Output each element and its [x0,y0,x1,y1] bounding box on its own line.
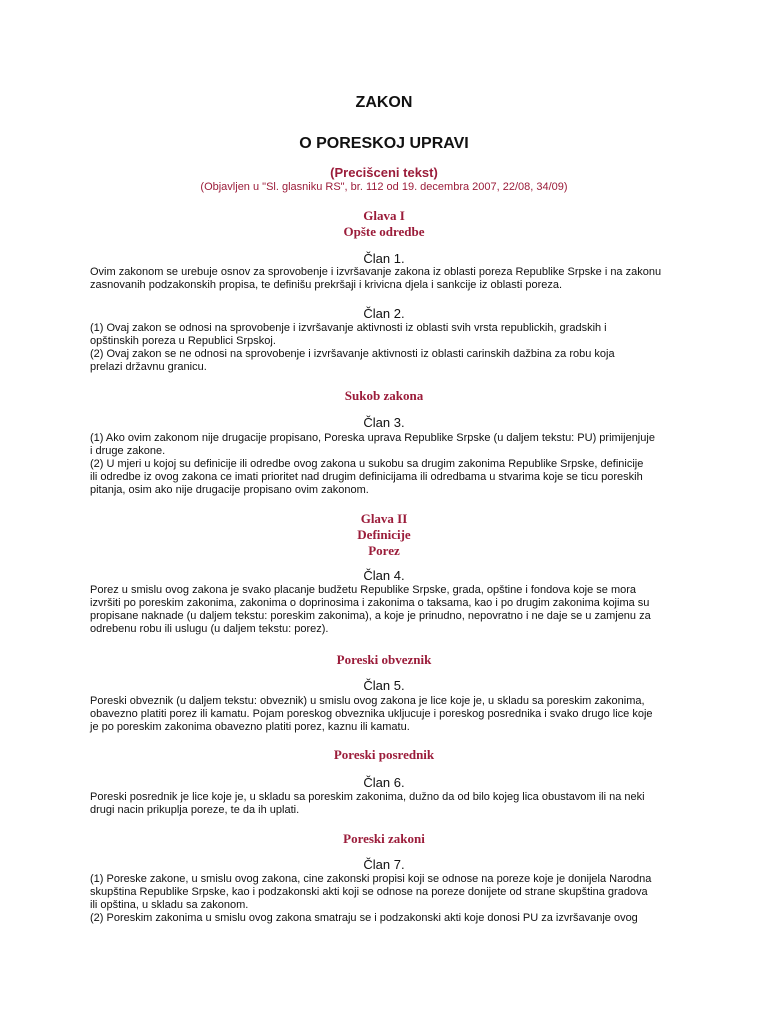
article-text [90,873,674,925]
chapter-number: Glava II [360,511,408,526]
article-heading: Član 1. [363,251,405,266]
text-line: Poreski obveznik (u daljem tekstu: obveznik) u smislu ovog zakona je lice koje je, u skladu sa poreskim zakonima, [90,695,645,707]
text-line: skupština Republike Srpske, kao i podzakonski akti koji se odnose na poreze donijete od strane skupština gradova [90,886,648,898]
edition-note: (Precišceni tekst) [330,165,438,180]
chapter-title: Definicije [357,527,411,542]
text-line: izvršiti po poreskim zakonima, zakonima o doprinosima i zakonima o taksama, kao i po drugim zakonima kojima su [90,597,650,609]
article-text [90,266,674,292]
text-line: obavezno platiti porez ili kamatu. Pojam poreskog obveznika ukljucuje i poreskog posrednika i svako drugo lice koje [90,708,653,720]
text-line: drugi nacin prikuplja poreze, te da ih uplati. [90,804,300,816]
text-line: (2) Poreskim zakonima u smislu ovog zakona smatraju se i podzakonski akti koje donosi PU za izvršavanje ovog [90,912,638,924]
text-line: (1) Ako ovim zakonom nije drugacije propisano, Poreska uprava Republike Srpske (u daljem tekstu: PU) primijenjuje [90,432,655,444]
article-text [90,791,674,817]
article-text [90,432,674,497]
article-heading: Član 6. [363,775,405,790]
text-line: Poreski posrednik je lice koje je, u skladu sa poreskim zakonima, dužno da od bilo kojeg lica obustavom ili na neki [90,791,645,803]
text-line: ili opština, u skladu sa zakonom. [90,899,249,911]
text-line: odrebenu robu ili uslugu (u daljem tekstu: porez). [90,623,329,635]
text-line: Porez u smislu ovog zakona je svako placanje budžetu Republike Srpske, grada, opštine i fondova koje se mora [90,584,637,596]
article-heading: Član 5. [363,678,405,693]
text-line: ili odredbe iz ovog zakona ce imati prioritet nad drugim definicijama ili odredbama u stvarima koje se ticu poreskih [90,471,643,483]
article-heading: Član 2. [363,306,405,321]
text-line: (1) Poreske zakone, u smislu ovog zakona, cine zakonski propisi koji se odnose na poreze koje je donijela Narodna [90,873,652,885]
text-line: pitanja, osim ako nije drugacije propisano ovim zakonom. [90,484,369,496]
text-line: Ovim zakonom se urebuje osnov za sprovobenje i izvršavanje zakona iz oblasti poreza Republike Srpske i na zakonu [90,266,662,278]
article-text [90,695,674,734]
section-heading: Poreski posrednik [333,747,435,762]
chapter-heading [0,208,768,240]
article-heading: Član 7. [363,857,405,872]
text-line: (2) U mjeri u kojoj su definicije ili odredbe ovog zakona u sukobu sa drugim zakonima Republike Srpske, definicije [90,458,644,470]
section-heading: Poreski zakoni [343,831,425,846]
text-line: propisane naknade (u daljem tekstu: poreskim zakonima), a koje je prinudno, nepovratno i ne daje se u zamjenu za [90,610,651,622]
document-title: ZAKON [355,94,413,111]
article-heading: Član 4. [363,568,405,583]
section-heading: Poreski obveznik [336,652,432,667]
article-text [90,322,674,374]
publication-note: (Objavljen u "Sl. glasniku RS", br. 112 od 19. decembra 2007, 22/08, 34/09) [200,181,568,193]
text-line: (1) Ovaj zakon se odnosi na sprovobenje i izvršavanje aktivnosti iz oblasti svih vrsta republickih, gradskih i [90,322,607,334]
section-heading: Sukob zakona [344,388,424,403]
text-line: zasnovanih podzakonskih propisa, te definišu prekršaji i krivicna djela i sankcije iz oblasti poreza. [90,279,563,291]
chapter-number: Glava I [363,208,405,223]
text-line: je po poreskim zakonima obavezno platiti porez, kaznu ili kamatu. [90,721,410,733]
chapter-title: Opšte odredbe [343,224,425,239]
text-line: opštinskih poreza u Republici Srpskoj. [90,335,276,347]
chapter-heading [0,511,768,559]
text-line: prelazi državnu granicu. [90,361,207,373]
chapter-subtitle: Porez [368,543,400,558]
article-heading: Član 3. [363,415,405,430]
document-subtitle: O PORESKOJ UPRAVI [299,135,469,152]
article-text [90,584,674,636]
text-line: i druge zakone. [90,445,166,457]
text-line: (2) Ovaj zakon se ne odnosi na sprovobenje i izvršavanje aktivnosti iz oblasti carinskih dažbina za robu koja [90,348,615,360]
